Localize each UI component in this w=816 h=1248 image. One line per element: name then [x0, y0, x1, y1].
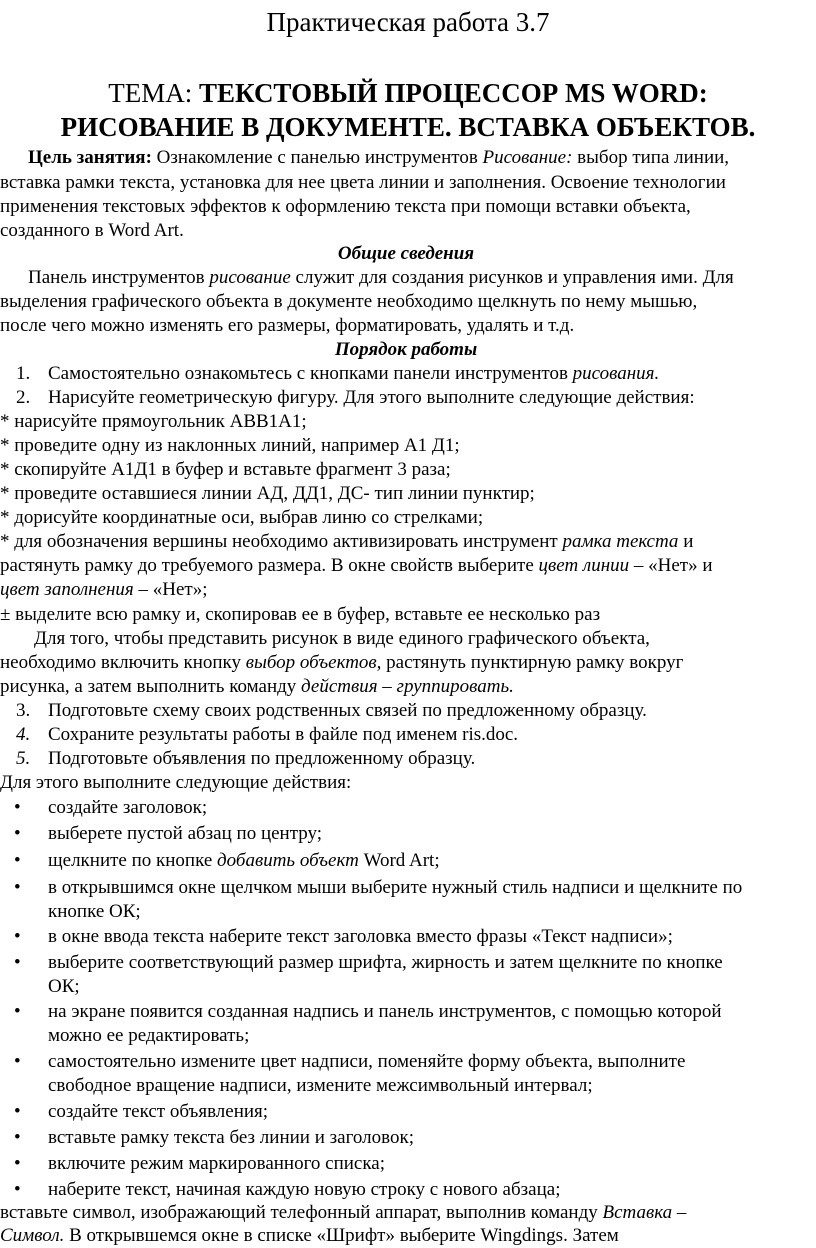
step-6-line-1: * для обозначения вершины необходимо активизировать инструмент рамка текста и [0, 531, 694, 552]
bullet-icon: • [14, 1101, 21, 1122]
procedure-heading: Порядок работы [334, 339, 478, 360]
bullet-12: наберите текст, начиная каждую новую строку с нового абзаца; [48, 1179, 561, 1200]
bullet-7-line-2: можно ее редактировать; [48, 1025, 250, 1046]
item-1-number: 1. [16, 363, 31, 384]
item-2-number: 2. [16, 387, 31, 408]
bullet-5: в окне ввода текста наберите текст заголовка вместо фразы «Текст надписи»; [48, 926, 673, 947]
bullet-icon: • [14, 952, 21, 973]
page-title: Практическая работа 3.7 [266, 7, 550, 37]
item-3-text: Подготовьте схему своих родственных связей по предложенному образцу. [48, 700, 647, 721]
bullet-icon: • [14, 1001, 21, 1022]
step-4: * проведите оставшиеся линии АД, ДД1, ДС- тип линии пунктир; [0, 483, 535, 504]
general-line-3: после чего можно изменять его размеры, форматировать, удалять и т.д. [0, 315, 575, 336]
goal-line-2: вставка рамки текста, установка для нее цвета линии и заполнения. Освоение технологии [0, 172, 726, 193]
bullet-8-line-1: самостоятельно измените цвет надписи, поменяйте форму объекта, выполните [48, 1051, 686, 1072]
group-line-1: Для того, чтобы представить рисунок в виде единого графического объекта, [34, 628, 650, 649]
actions-intro: Для этого выполните следующие действия: [0, 772, 352, 793]
item-3-number: 3. [16, 700, 31, 721]
topic-line2: РИСОВАНИЕ В ДОКУМЕНТЕ. ВСТАВКА ОБЪЕКТОВ. [60, 112, 756, 142]
bullet-4-line-2: кнопке ОК; [48, 901, 141, 922]
step-3: * скопируйте А1Д1 в буфер и вставьте фрагмент 3 раза; [0, 459, 451, 480]
item-4-text: Сохраните результаты работы в файле под именем ris.doc. [48, 724, 519, 745]
bullet-icon: • [14, 797, 21, 818]
goal-line-3: применения текстовых эффектов к оформлению текста при помощи вставки объекта, [0, 196, 691, 217]
bullet-1: создайте заголовок; [48, 797, 208, 818]
bullet-icon: • [14, 850, 21, 871]
bullet-icon: • [14, 1127, 21, 1148]
bullet-icon: • [14, 823, 21, 844]
bullet-icon: • [14, 1153, 21, 1174]
bullet-8-line-2: свободное вращение надписи, измените межсимвольный интервал; [48, 1075, 593, 1096]
bullet-icon: • [14, 1051, 21, 1072]
group-line-3: рисунка, а затем выполнить команду действия – группировать. [0, 676, 514, 697]
step-5: * дорисуйте координатные оси, выбрав линю со стрелками; [0, 507, 484, 528]
item-2-text: Нарисуйте геометрическую фигуру. Для этого выполните следующие действия: [48, 387, 695, 408]
item-1-text: Самостоятельно ознакомьтесь с кнопками панели инструментов рисования. [48, 363, 660, 384]
closing-line-1: вставьте символ, изображающий телефонный аппарат, выполнив команду Вставка – [0, 1202, 687, 1223]
bullet-icon: • [14, 926, 21, 947]
bullet-9: создайте текст объявления; [48, 1101, 269, 1122]
step-6-line-3: цвет заполнения – «Нет»; [0, 579, 208, 600]
bullet-10: вставьте рамку текста без линии и заголовок; [48, 1127, 414, 1148]
topic-heading [0, 76, 816, 144]
item-5-text: Подготовьте объявления по предложенному образцу. [48, 748, 476, 769]
bullet-6-line-1: выберите соответствующий размер шрифта, жирность и затем щелкните по кнопке [48, 952, 723, 973]
item-5-number: 5. [16, 748, 31, 769]
topic-prefix: ТЕМА: [108, 78, 200, 108]
goal-line-4: созданного в Word Art. [0, 220, 184, 241]
bullet-icon: • [14, 1179, 21, 1200]
general-line-1: Панель инструментов рисование служит для создания рисунков и управления ими. Для [28, 267, 734, 288]
goal-line-1: Цель занятия: Ознакомление с панелью инструментов Рисование: выбор типа линии, [28, 147, 730, 168]
bullet-icon: • [14, 877, 21, 898]
general-heading: Общие сведения [337, 243, 475, 264]
closing-line-2: Символ. В открывшемся окне в списке «Шрифт» выберите Wingdings. Затем [0, 1225, 619, 1246]
topic-line1: ТЕКСТОВЫЙ ПРОЦЕССОР MS WORD: [199, 78, 708, 108]
step-7: ± выделите всю рамку и, скопировав ее в буфер, вставьте ее несколько раз [0, 604, 601, 625]
step-6-line-2: растянуть рамку до требуемого размера. В окне свойств выберите цвет линии – «Нет» и [0, 555, 713, 576]
bullet-4-line-1: в открывшимся окне щелчком мыши выберите нужный стиль надписи и щелкните по [48, 877, 743, 898]
item-4-number: 4. [16, 724, 31, 745]
bullet-2: выберете пустой абзац по центру; [48, 823, 323, 844]
bullet-6-line-2: ОК; [48, 976, 80, 997]
bullet-7-line-1: на экране появится созданная надпись и панель инструментов, с помощью которой [48, 1001, 722, 1022]
step-2: * проведите одну из наклонных линий, например А1 Д1; [0, 435, 460, 456]
group-line-2: необходимо включить кнопку выбор объектов, растянуть пунктирную рамку вокруг [0, 652, 684, 673]
goal-label: Цель занятия: [28, 147, 152, 168]
bullet-11: включите режим маркированного списка; [48, 1153, 386, 1174]
bullet-3: щелкните по кнопке добавить объект Word Art; [48, 850, 440, 871]
step-1: * нарисуйте прямоугольник АВВ1А1; [0, 411, 307, 432]
general-line-2: выделения графического объекта в документе необходимо щелкнуть по нему мышью, [0, 291, 698, 312]
